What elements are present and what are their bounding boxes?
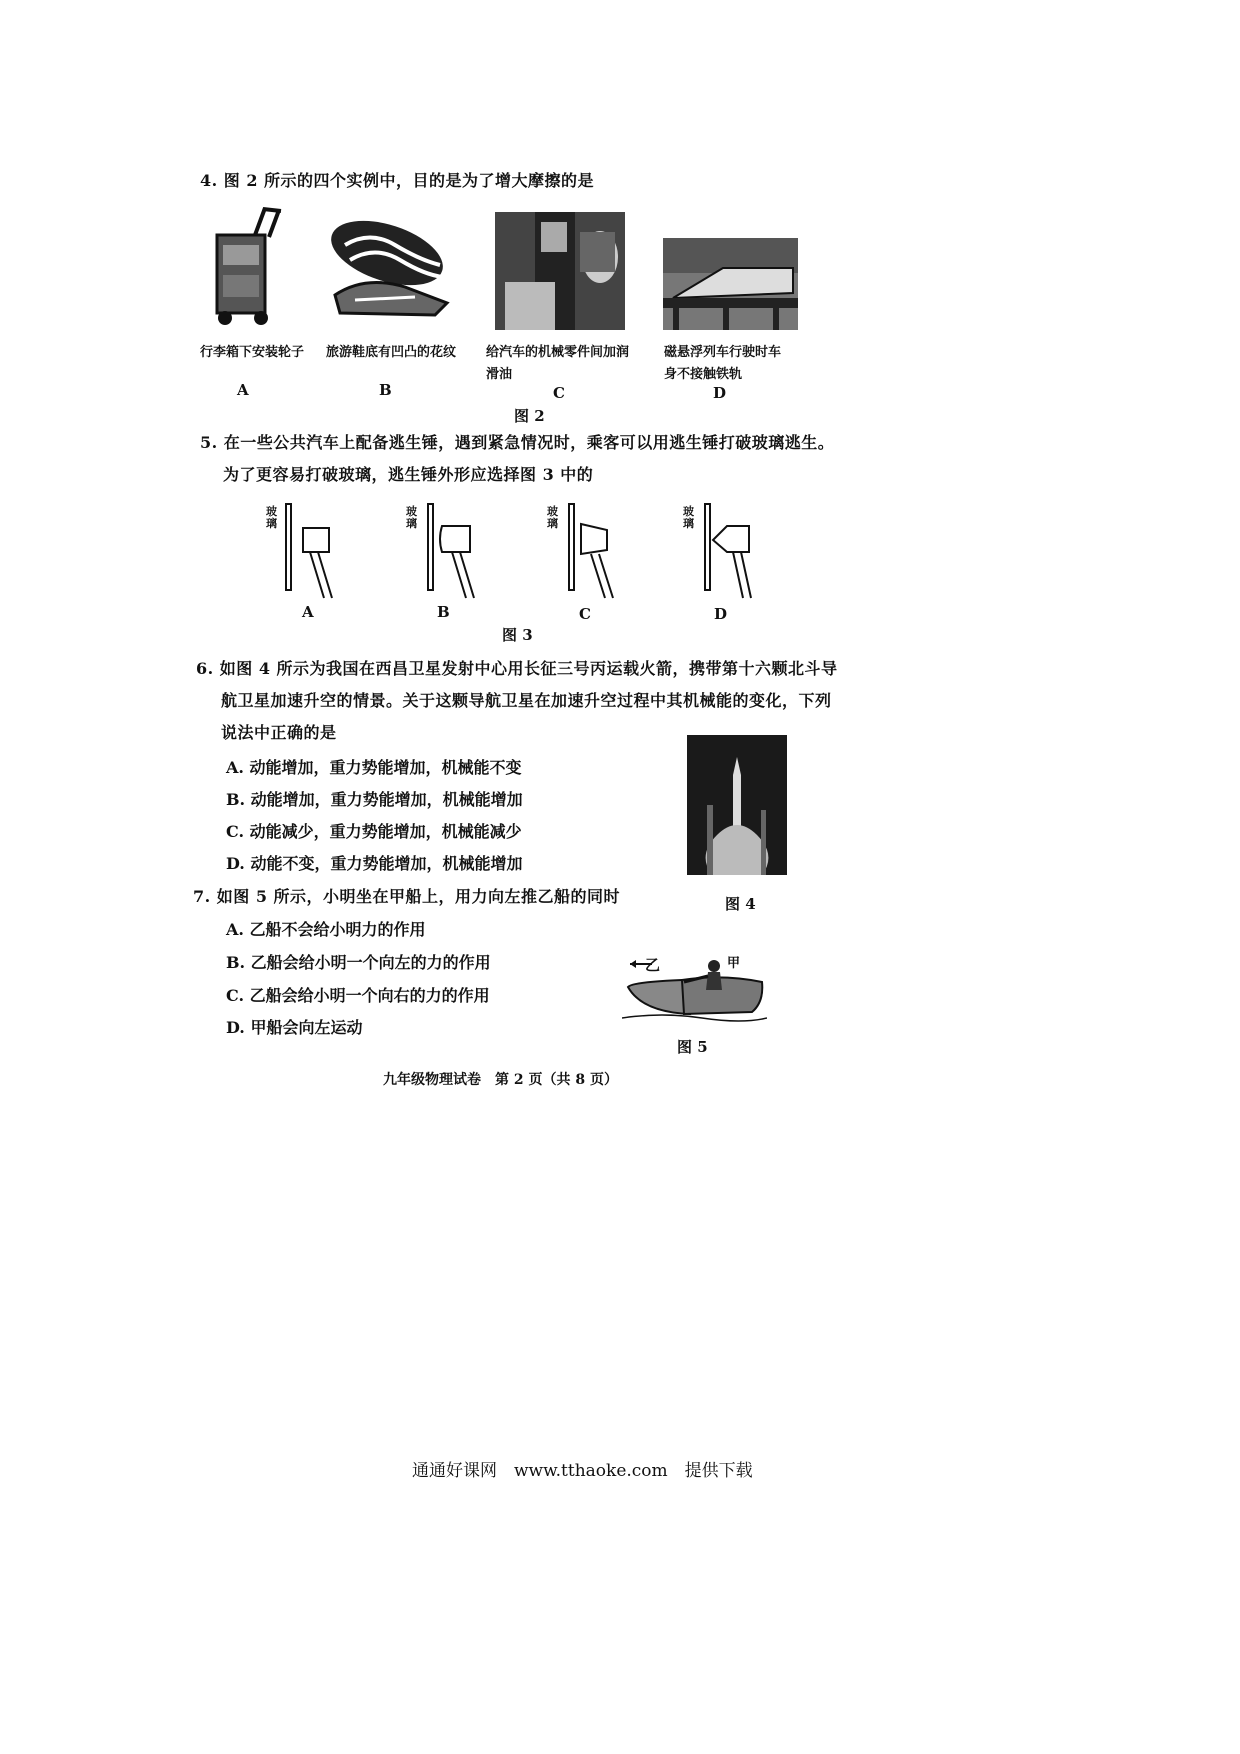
figure-5-label: 图 5 bbox=[677, 1038, 708, 1056]
q4-letter-d: D bbox=[713, 384, 727, 402]
glass-label-a: 玻璃 bbox=[266, 505, 277, 530]
lubricating-image bbox=[495, 212, 625, 330]
q4-caption-c-line2: 滑油 bbox=[486, 367, 513, 382]
boat-jia-label: 甲 bbox=[727, 956, 741, 971]
q4-caption-a: 行李箱下安装轮子 bbox=[200, 345, 305, 360]
q4-letter-a: A bbox=[237, 381, 249, 399]
q4-caption-c-line1: 给汽车的机械零件间加润 bbox=[486, 345, 630, 360]
q6-option-c: C. 动能减少，重力势能增加，机械能减少 bbox=[226, 822, 522, 841]
q7-option-c: C. 乙船会给小明一个向右的力的作用 bbox=[226, 986, 490, 1005]
q6-option-d: D. 动能不变，重力势能增加，机械能增加 bbox=[226, 854, 523, 873]
q7-option-d: D. 甲船会向左运动 bbox=[226, 1018, 363, 1037]
q5-letter-d: D bbox=[714, 605, 728, 623]
q4-letter-b: B bbox=[379, 381, 392, 399]
q5-letter-b: B bbox=[437, 603, 450, 621]
question-7-stem: 7. 如图 5 所示，小明坐在甲船上，用力向左推乙船的同时 bbox=[193, 887, 621, 906]
q4-letter-c: C bbox=[553, 384, 565, 402]
glass-label-c: 玻璃 bbox=[547, 505, 558, 530]
site-footer: 通通好课网 www.tthaoke.com 提供下载 bbox=[412, 1461, 753, 1481]
question-4-stem: 4. 图 2 所示的四个实例中，目的是为了增大摩擦的是 bbox=[200, 171, 595, 190]
boats-diagram bbox=[622, 952, 767, 1022]
q5-letter-c: C bbox=[579, 605, 591, 623]
q7-option-a: A. 乙船不会给小明力的作用 bbox=[226, 920, 426, 939]
glass-label-d: 玻璃 bbox=[683, 505, 694, 530]
question-6-stem-line3: 说法中正确的是 bbox=[221, 723, 337, 742]
figure-2-label: 图 2 bbox=[514, 407, 545, 425]
question-6-stem-line1: 6. 如图 4 所示为我国在西昌卫星发射中心用长征三号丙运载火箭，携带第十六颗北斗导 bbox=[196, 659, 838, 678]
page-footer: 九年级物理试卷 第 2 页（共 8 页） bbox=[383, 1072, 618, 1088]
glass-label-b: 玻璃 bbox=[406, 505, 417, 530]
q5-letter-a: A bbox=[302, 603, 314, 621]
sneaker-image bbox=[325, 215, 455, 320]
q4-caption-d-line2: 身不接触铁轨 bbox=[664, 367, 743, 382]
q4-caption-d-line1: 磁悬浮列车行驶时车 bbox=[664, 345, 782, 360]
question-5-stem-line2: 为了更容易打破玻璃，逃生锤外形应选择图 3 中的 bbox=[223, 465, 594, 484]
question-6-stem-line2: 航卫星加速升空的情景。关于这颗导航卫星在加速升空过程中其机械能的变化，下列 bbox=[221, 691, 832, 710]
question-5-stem-line1: 5. 在一些公共汽车上配备逃生锤，遇到紧急情况时，乘客可以用逃生锤打破玻璃逃生。 bbox=[200, 433, 835, 452]
maglev-train-image bbox=[663, 238, 798, 330]
q4-caption-b: 旅游鞋底有凹凸的花纹 bbox=[326, 345, 457, 360]
rocket-launch-image bbox=[687, 735, 787, 875]
figure-3-label: 图 3 bbox=[502, 626, 533, 644]
q7-option-b: B. 乙船会给小明一个向左的力的作用 bbox=[226, 953, 491, 972]
q6-option-b: B. 动能增加，重力势能增加，机械能增加 bbox=[226, 790, 523, 809]
boat-yi-label: 乙 bbox=[645, 956, 661, 974]
luggage-image bbox=[205, 205, 285, 330]
figure-4-label: 图 4 bbox=[725, 895, 756, 913]
q6-option-a: A. 动能增加，重力势能增加，机械能不变 bbox=[226, 758, 522, 777]
